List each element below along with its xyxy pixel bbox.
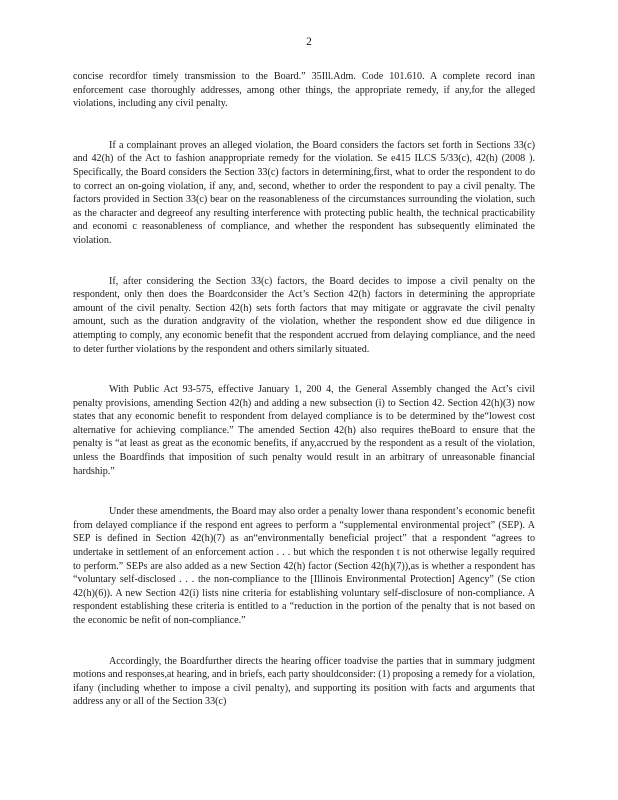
paragraph-hearing-officer-directions: Accordingly, the Boardfurther directs the hearing officer toadvise the parties that in summary judgment motions and responses,at hearing, and in briefs, each party shouldconsider: (1) proposing a remedy for a violation, ifany (including whether to impose a civil penalty), and supporting its position with facts and arguments that address any or all of the Section 33(c) [73, 655, 535, 708]
paragraph-civil-penalty: If, after considering the Section 33(c) factors, the Board decides to impose a civil penalty on the respondent, only then does the Boardconsider the Act’s Section 42(h) factors in determining the appropriate amount of the civil penalty. Section 42(h) sets forth factors that may mitigate or aggravate the civil penalty amount, such as the duration andgravity of the violation, whether the respondent show ed due diligence in attempting to comply, any economic benefit that the respondent accrued from delaying compliance, and the need to deter further violations by the respondent and others similarly situated. [73, 275, 535, 355]
page-number: 2 [306, 36, 312, 48]
paragraph-public-act: With Public Act 93-575, effective January 1, 200 4, the General Assembly changed the Act’s civil penalty provisions, amending Section 42(h) and adding a new subsection (i) to Section 42. Section 42(h)(3) now states that any economic benefit to respondent from delayed compliance is to be determined by the“lowest cost alternative for achieving compliance.” The amended Section 42(h) also requires theBoard to ensure that the penalty is “at least as great as the economic benefits, if any,accrued by the respondent as a result of the violation, unless the Boardfinds that imposition of such penalty would result in an arbitrary of unreasonable financial hardship.” [73, 384, 535, 477]
document-body [73, 70, 535, 736]
paragraph-sep-amendments: Under these amendments, the Board may also order a penalty lower thana respondent’s economic benefit from delayed compliance if the respond ent agrees to perform a “supplemental environmental project” (SEP). A SEP is defined in Section 42(h)(7) as an“environmentally beneficial project” that a respondent “agrees to undertake in settlement of an enforcement action . . . but which the responden t is not otherwise legally required to perform.” SEPs are also added as a new Section 42(h) factor (Section 42(h)(7)),as is whether a respondent has “voluntary self-disclosed . . . the non-compliance to the [Illinois Environmental Protection] Agency” (Se ction 42(h)(6)). A new Section 42(i) lists nine criteria for establishing voluntary self-disclosure of non-compliance. A respondent establishing these criteria is entitled to a “reduction in the portion of the penalty that is not based on the economic be nefit of non-compliance.” [73, 506, 535, 626]
paragraph-remedy-factors: If a complainant proves an alleged violation, the Board considers the factors set forth in Sections 33(c) and 42(h) of the Act to fashion anappropriate remedy for the violation. Se e415 ILCS 5/33(c), 42(h) (2008 ). Specifically, the Board considers the Section 33(c) factors in determining,first, what to order the respondent to do to correct an on-going violation, if any, and, second, whether to order the respondent to pay a civil penalty. The factors provided in Section 33(c) bear on the reasonableness of the circumstances surrounding the violation, such as the character and degreeof any resulting interference with protecting public health, the technical practicability and economi c reasonableness of compliance, and whether the respondent has subsequently eliminated the violation. [73, 139, 535, 246]
paragraph-continued-record: concise recordfor timely transmission to the Board.” 35Ill.Adm. Code 101.610. A complete record inan enforcement case thoroughly addresses, among other things, the appropriate remedy, if any,for the alleged violations, including any civil penalty. [73, 71, 535, 110]
